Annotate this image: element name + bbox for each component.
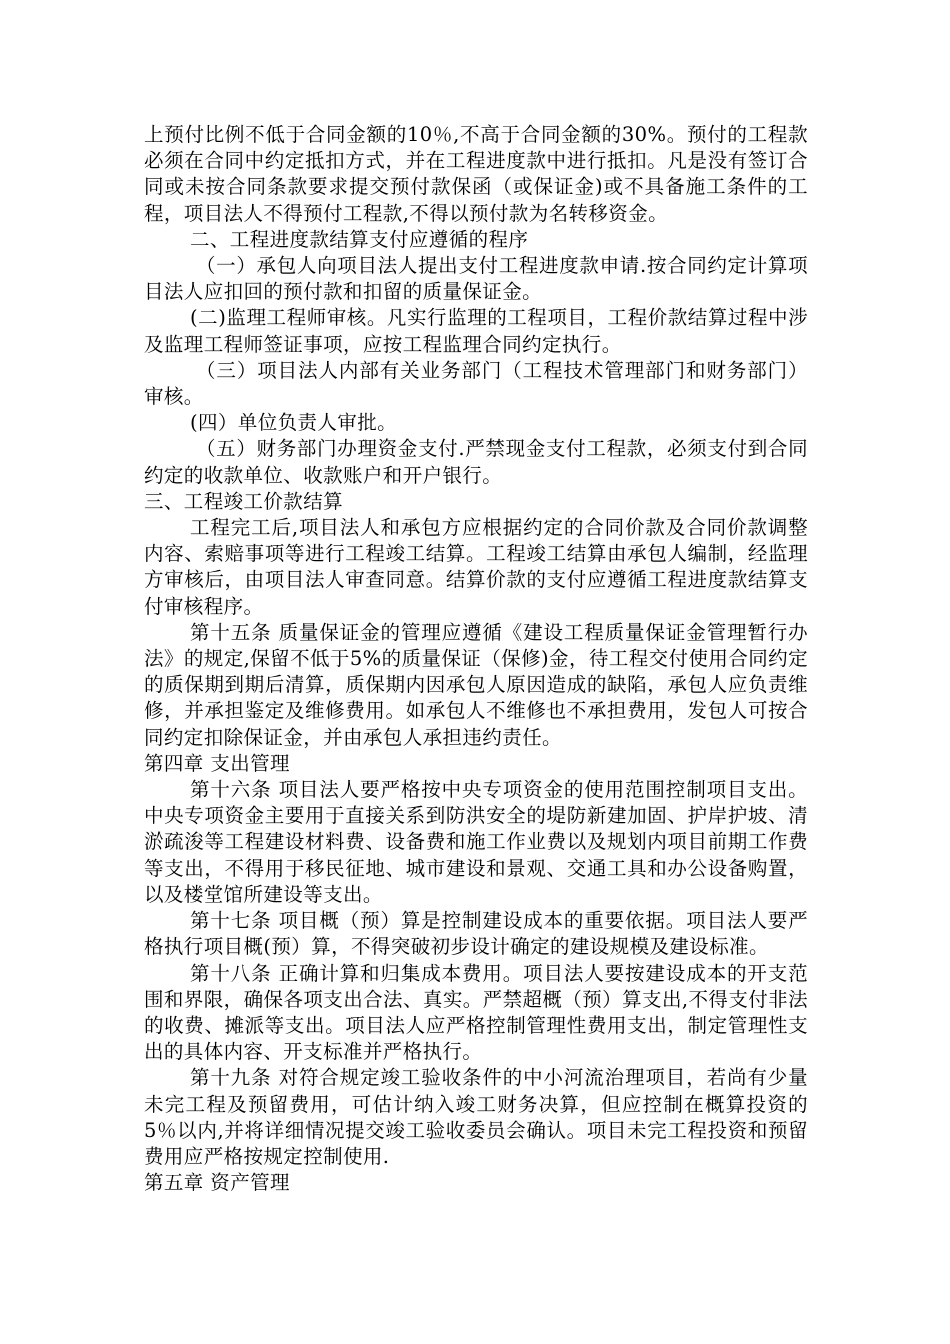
article-16: 第十六条 项目法人要严格按中央专项资金的使用范围控制项目支出。中央专项资金主要用于直接关系到防洪安全的堤防新建加固、护岸护坡、清淤疏浚等工程建设材料费、设备费和施工作业费以及规划内项目前期工作费等支出，不得用于移民征地、城市建设和景观、交通工具和办公设备购置，以及楼堂馆所建设等支出。 [144,778,808,906]
paragraph-procedure-2: (二)监理工程师审核。凡实行监理的工程项目，工程价款结算过程中涉及监理工程师签证事项，应按工程监理合同约定执行。 [144,306,808,356]
paragraph-procedure-3: （三）项目法人内部有关业务部门（工程技术管理部门和财务部门）审核。 [144,358,808,409]
article-18: 第十八条 正确计算和归集成本费用。项目法人要按建设成本的开支范围和界限，确保各项支出合法、真实。严禁超概（预）算支出,不得支付非法的收费、摊派等支出。项目法人应严格控制管理性费用支出，制定管理性支出的具体内容、开支标准并严格执行。 [144,961,808,1064]
chapter-heading-5: 第五章 资产管理 [144,1171,290,1195]
paragraph-procedure-1: （一）承包人向项目法人提出支付工程进度款申请.按合同约定计算项目法人应扣回的预付款和扣留的质量保证金。 [144,254,808,304]
chapter-heading-4: 第四章 支出管理 [144,751,290,775]
document-page [144,122,808,1196]
article-19: 第十九条 对符合规定竣工验收条件的中小河流治理项目，若尚有少量未完工程及预留费用，可估计纳入竣工财务决算，但应控制在概算投资的5％以内,并将详细情况提交竣工验收委员会确认。项目未完工程投资和预留费用应严格按规定控制使用. [144,1066,808,1168]
paragraph-procedure-5: （五）财务部门办理资金支付.严禁现金支付工程款，必须支付到合同约定的收款单位、收款账户和开户银行。 [144,437,808,487]
paragraph-advance-payment: 上预付比例不低于合同金额的10％,不高于合同金额的30%。预付的工程款必须在合同中约定抵扣方式，并在工程进度款中进行抵扣。凡是没有签订合同或未按合同条款要求提交预付款保函（或保证金)或不具备施工条件的工程，项目法人不得预付工程款,不得以预付款为名转移资金。 [144,123,808,225]
article-17: 第十七条 项目概（预）算是控制建设成本的重要依据。项目法人要严格执行项目概(预）算，不得突破初步设计确定的建设规模及建设标准。 [144,909,808,959]
paragraph-procedure-4: (四）单位负责人审批。 [190,411,398,435]
paragraph-completion-settlement: 工程完工后,项目法人和承包方应根据约定的合同价款及合同价款调整内容、索赔事项等进行工程竣工结算。工程竣工结算由承包人编制，经监理方审核后，由项目法人审查同意。结算价款的支付应遵循工程进度款结算支付审核程序。 [144,516,808,618]
article-15: 第十五条 质量保证金的管理应遵循《建设工程质量保证金管理暂行办法》的规定,保留不低于5%的质量保证（保修)金，待工程交付使用合同约定的质保期到期后清算，质保期内因承包人原因造成的缺陷，承包人应负责维修，并承担鉴定及维修费用。如承包人不维修也不承担费用，发包人可按合同约定扣除保证金，并由承包人承担违约责任。 [144,620,808,749]
section-heading-progress-payment: 二、工程进度款结算支付应遵循的程序 [190,227,529,251]
section-heading-completion-settlement: 三、工程竣工价款结算 [144,489,344,513]
